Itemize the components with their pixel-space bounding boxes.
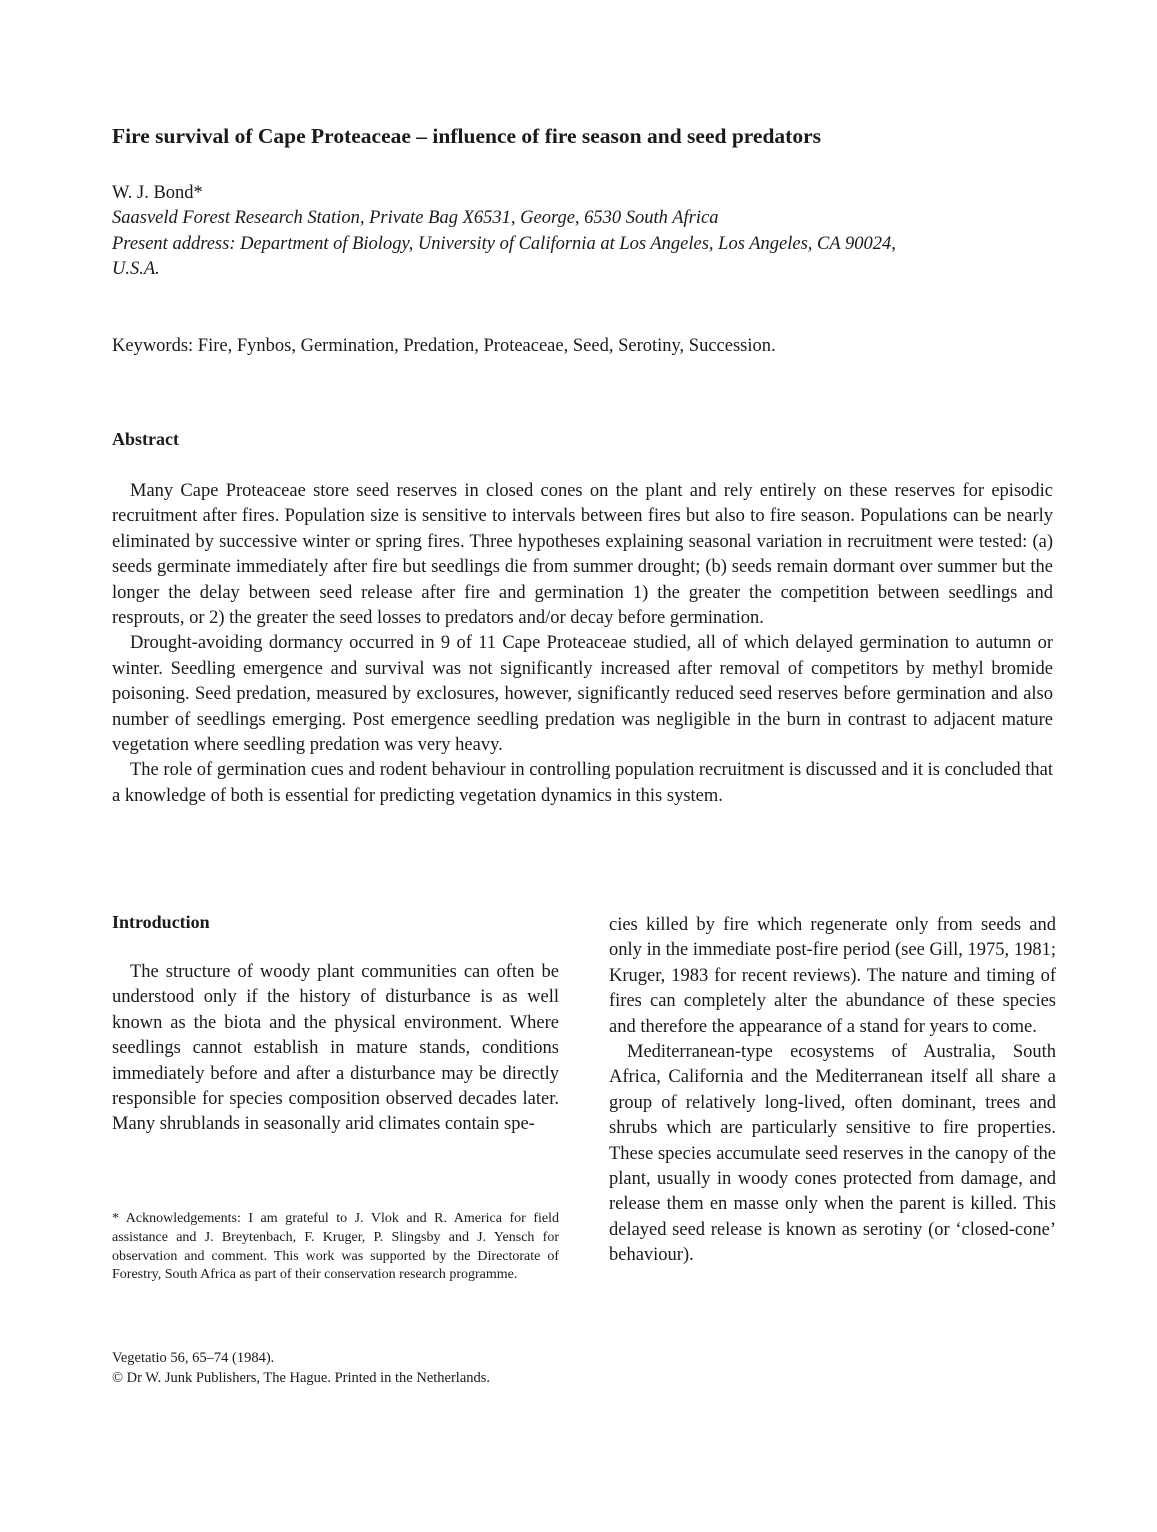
abstract-paragraph: Many Cape Proteaceae store seed reserves in closed cones on the plant and rely entirely on these reserves for episodic recruitment after fires. Population size is sensitive to intervals between fires but also to fire season. Populations can be nearly eliminated by successive winter or spring fires. Three hypotheses explaining seasonal variation in recruitment were tested: (a) seeds germinate immediately after fire but seedlings die from summer drought; (b) seeds remain dormant over summer but the longer the delay between seed release after fire and germination 1) the greater the competition between seedlings and resprouts, or 2) the greater the seed losses to predators and/or decay before germination.: [112, 481, 1053, 629]
abstract-paragraph: Drought-avoiding dormancy occurred in 9 of 11 Cape Proteaceae studied, all of which delayed germination to autumn or winter. Seedling emergence and survival was not significantly increased after removal of competitors by methyl bromide poisoning. Seed predation, measured by exclosures, however, significantly reduced seed reserves before germination and also number of seedlings emerging. Post emergence seedling predation was negligible in the burn in contrast to adjacent mature vegetation where seedling predation was very heavy.: [112, 633, 1053, 756]
journal-reference: Vegetatio 56, 65–74 (1984).: [112, 1350, 275, 1366]
acknowledgements-footnote: * Acknowledgements: I am grateful to J. Vlok and R. America for field assistance and J. Breytenbach, F. Kruger, P. Slingsby and J. Yensch for observation and comment. This work was supported by the Directorate of Forestry, South Africa as part of their conservation research programme.: [112, 1211, 559, 1283]
body-paragraph: Mediterranean-type ecosystems of Australia, South Africa, California and the Mediterranean itself all share a group of relatively long-lived, often dominant, trees and shrubs which are particularly sensitive to fire properties. These species accumulate seed reserves in the canopy of the plant, usually in woody cones protected from damage, and release them en masse only when the parent is killed. This delayed seed release is known as serotiny (or ‘closed-cone’ behaviour).: [609, 1042, 1056, 1266]
abstract-paragraph: The role of germination cues and rodent behaviour in controlling population recruitment is discussed and it is concluded that a knowledge of both is essential for predicting vegetation dynamics in this system.: [112, 760, 1053, 806]
body-paragraph: cies killed by fire which regenerate only from seeds and only in the immediate post-fire period (see Gill, 1975, 1981; Kruger, 1983 for recent reviews). The nature and timing of fires can completely alter the abundance of these species and therefore the appearance of a stand for years to come.: [609, 915, 1056, 1037]
affiliation-line: Saasveld Forest Research Station, Private Bag X6531, George, 6530 South Africa: [112, 208, 719, 228]
affiliation-line: Present address: Department of Biology, University of California at Los Angeles, Los Angeles, CA 90024,: [112, 233, 896, 254]
body-paragraph: The structure of woody plant communities can often be understood only if the history of disturbance is as well known as the biota and the physical environment. Where seedlings cannot establish in mature stands, conditions immediately before and after a disturbance may be directly responsible for species composition observed decades later. Many shrublands in seasonally arid climates contain spe-: [112, 962, 559, 1135]
left-column: [112, 910, 559, 1138]
affiliation-line: U.S.A.: [112, 259, 160, 279]
citation: [112, 1348, 490, 1388]
affiliation: [112, 206, 1062, 283]
right-column: [609, 913, 1056, 1269]
keywords: Keywords: Fire, Fynbos, Germination, Predation, Proteaceae, Seed, Serotiny, Succession.: [112, 336, 776, 356]
abstract-heading: Abstract: [112, 429, 179, 449]
paper-title: Fire survival of Cape Proteaceae – influence of fire season and seed predators: [112, 124, 822, 148]
introduction-heading: Introduction: [112, 912, 210, 932]
author: W. J. Bond*: [112, 183, 203, 203]
publisher-line: © Dr W. Junk Publishers, The Hague. Printed in the Netherlands.: [112, 1370, 491, 1386]
abstract-body: [112, 479, 1053, 809]
